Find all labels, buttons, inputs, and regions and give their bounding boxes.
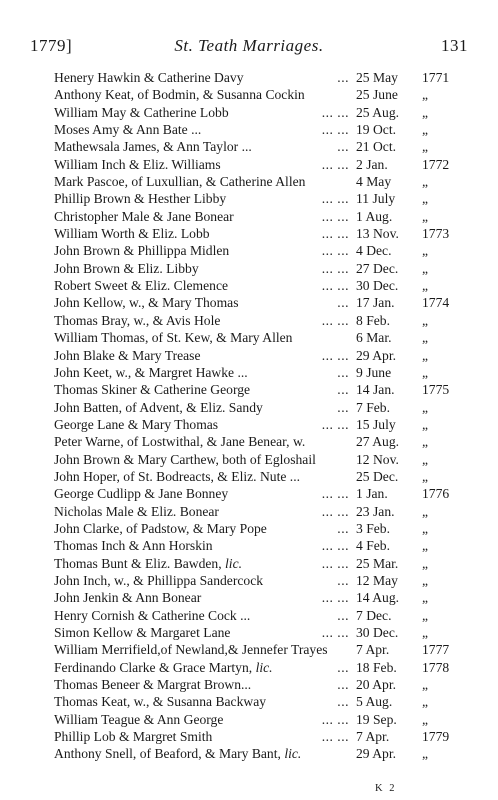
entry-year: „ <box>422 208 429 224</box>
entry-year: „ <box>422 278 429 294</box>
entry-year: „ <box>422 139 429 155</box>
entry-names: John Batten, of Advent, & Eliz. Sandy <box>54 399 263 415</box>
entry-date: 4 May <box>356 174 392 190</box>
list-item <box>54 138 474 155</box>
dot-leader: ... <box>337 364 349 380</box>
list-item <box>54 520 474 537</box>
entry-names: Mathewsala James, & Ann Taylor ... <box>54 139 252 155</box>
entry-names: Nicholas Male & Eliz. Bonear <box>54 503 219 519</box>
dot-leader: ... ... <box>321 625 349 640</box>
entry-date: 11 July <box>356 191 396 207</box>
dot-leader: ... ... <box>321 486 349 502</box>
dot-leader: ... <box>337 677 349 693</box>
entry-year: 1779 <box>422 729 450 745</box>
list-item <box>54 711 474 728</box>
entry-date: 5 Aug. <box>356 694 393 710</box>
entry-date: 12 May <box>356 572 398 588</box>
entry-names: John Brown & Mary Carthew, both of Egloshail <box>54 451 316 467</box>
list-item <box>54 468 474 485</box>
entry-names: William Merrifield,of Newland,& Jennefer Trayes <box>54 642 328 658</box>
entry-year: „ <box>422 711 429 727</box>
entry-year: 1775 <box>422 382 450 398</box>
list-item <box>54 208 474 225</box>
entry-names: Anthony Snell, of Beaford, & Mary Bant, lic. <box>54 746 302 762</box>
entry-names: Christopher Male & Jane Bonear <box>54 208 234 224</box>
list-item <box>54 485 474 502</box>
list-item <box>54 624 474 641</box>
list-item <box>54 277 474 294</box>
entry-names: John Brown & Phillippa Midlen <box>54 243 230 259</box>
list-item <box>54 555 474 572</box>
entry-year: „ <box>422 677 429 693</box>
list-item <box>54 242 474 259</box>
entry-date: 27 Aug. <box>356 434 400 450</box>
list-item <box>54 607 474 624</box>
entry-date: 21 Oct. <box>356 139 397 155</box>
entry-names: John Clarke, of Padstow, & Mary Pope <box>54 520 267 536</box>
licence-mark: lic. <box>284 746 302 762</box>
dot-leader: ... ... <box>321 226 349 242</box>
list-item <box>54 104 474 121</box>
dot-leader: ... ... <box>321 243 349 259</box>
entry-date: 25 Dec. <box>356 468 399 484</box>
entry-year: 1771 <box>422 70 450 85</box>
dot-leader: ... <box>337 399 349 415</box>
dot-leader: ... ... <box>321 538 349 554</box>
list-item <box>54 312 474 329</box>
entry-year: „ <box>422 625 429 640</box>
entry-names: Robert Sweet & Eliz. Clemence <box>54 278 229 294</box>
entry-names: William May & Catherine Lobb <box>54 104 229 120</box>
entry-year: „ <box>422 520 429 536</box>
licence-mark: lic. <box>225 555 243 571</box>
entry-names: Thomas Skiner & Catherine George <box>54 382 251 398</box>
entry-names: Henery Hawkin & Catherine Davy <box>54 70 244 85</box>
entry-year: 1773 <box>422 226 450 242</box>
entry-names: John Kellow, w., & Mary Thomas <box>54 295 239 311</box>
entry-year: „ <box>422 312 429 328</box>
dot-leader: ... <box>337 659 349 675</box>
entry-date: 18 Feb. <box>356 659 397 675</box>
header-year: 1779] <box>30 36 73 55</box>
list-item <box>54 294 474 311</box>
entry-date: 1 Jan. <box>356 486 388 502</box>
list-item <box>54 589 474 606</box>
dot-leader: ... ... <box>321 156 349 172</box>
dot-leader: ... <box>337 572 349 588</box>
entry-year: „ <box>422 104 429 120</box>
entry-year: „ <box>422 503 429 519</box>
entry-date: 13 Nov. <box>356 226 399 242</box>
page-title: St. Teath Marriages. <box>174 36 324 55</box>
list-item <box>54 225 474 242</box>
dot-leader: ... ... <box>321 312 349 328</box>
entry-year: „ <box>422 451 429 467</box>
entry-date: 7 Apr. <box>356 729 390 745</box>
entry-year: „ <box>422 191 429 207</box>
dot-leader: ... ... <box>321 122 349 138</box>
list-item <box>54 69 474 86</box>
dot-leader: ... ... <box>321 104 349 120</box>
entry-date: 2 Jan. <box>356 156 388 172</box>
entry-year: „ <box>422 330 429 346</box>
entry-names: John Inch, w., & Phillippa Sandercock <box>54 572 264 588</box>
list-item <box>54 451 474 468</box>
list-item <box>54 156 474 173</box>
list-item <box>54 173 474 190</box>
list-item <box>54 190 474 207</box>
dot-leader: ... ... <box>321 503 349 519</box>
entry-date: 4 Feb. <box>356 538 390 554</box>
dot-leader: ... ... <box>321 711 349 727</box>
entry-date: 17 Jan. <box>356 295 395 311</box>
entry-date: 6 Mar. <box>356 330 392 346</box>
entry-date: 30 Dec. <box>356 278 399 294</box>
dot-leader: ... <box>337 70 349 85</box>
entry-date: 7 Feb. <box>356 399 390 415</box>
dot-leader: ... <box>337 607 349 623</box>
entry-names: Mark Pascoe, of Luxullian, & Catherine Allen <box>54 174 306 190</box>
list-item <box>54 416 474 433</box>
entry-date: 25 Aug. <box>356 104 400 120</box>
dot-leader: ... ... <box>321 729 349 745</box>
entry-names: William Thomas, of St. Kew, & Mary Allen <box>54 330 293 346</box>
entry-year: „ <box>422 746 429 762</box>
entry-date: 20 Apr. <box>356 677 397 693</box>
entry-year: „ <box>422 87 429 103</box>
list-item <box>54 676 474 693</box>
dot-leader: ... ... <box>321 416 349 432</box>
marriage-list <box>54 69 474 763</box>
entry-names: John Keet, w., & Margret Hawke ... <box>54 364 248 380</box>
page-number: 131 <box>441 36 468 55</box>
entry-date: 8 Feb. <box>356 312 390 328</box>
entry-date: 9 June <box>356 364 392 380</box>
list-item <box>54 503 474 520</box>
list-item <box>54 728 474 745</box>
dot-leader: ... ... <box>321 191 349 207</box>
entry-year: 1777 <box>422 642 450 658</box>
dot-leader: ... ... <box>321 208 349 224</box>
entry-year: „ <box>422 174 429 190</box>
entry-names: William Teague & Ann George <box>54 711 224 727</box>
entry-names: Thomas Keat, w., & Susanna Backway <box>54 694 267 710</box>
dot-leader: ... <box>337 139 349 155</box>
entry-year: „ <box>422 243 429 259</box>
entry-names: Moses Amy & Ann Bate ... <box>54 122 202 138</box>
licence-mark: lic. <box>255 659 273 675</box>
entry-date: 15 July <box>356 416 396 432</box>
entry-year: „ <box>422 122 429 138</box>
list-item <box>54 347 474 364</box>
list-item <box>54 121 474 138</box>
dot-leader: ... <box>337 520 349 536</box>
list-item <box>54 659 474 676</box>
list-item <box>54 641 474 658</box>
signature-mark: K 2 <box>375 783 397 794</box>
dot-leader: ... ... <box>321 260 349 276</box>
entry-date: 25 Mar. <box>356 555 399 571</box>
list-item <box>54 329 474 346</box>
list-item <box>54 572 474 589</box>
list-item <box>54 433 474 450</box>
entry-year: 1776 <box>422 486 450 502</box>
entry-names: John Jenkin & Ann Bonear <box>54 590 202 606</box>
entry-date: 3 Feb. <box>356 520 390 536</box>
dot-leader: ... ... <box>321 555 349 571</box>
entry-names: Peter Warne, of Lostwithal, & Jane Benear, w. <box>54 434 306 450</box>
dot-leader: ... ... <box>321 278 349 294</box>
entry-names: John Brown & Eliz. Libby <box>54 260 199 276</box>
list-item <box>54 745 474 762</box>
entry-names: William Worth & Eliz. Lobb <box>54 226 210 242</box>
entry-year: „ <box>422 399 429 415</box>
dot-leader: ... <box>337 694 349 710</box>
entry-date: 19 Sep. <box>356 711 397 727</box>
entry-names: Anthony Keat, of Bodmin, & Susanna Cockin <box>54 87 305 103</box>
entry-year: 1774 <box>422 295 450 311</box>
entry-year: 1778 <box>422 659 450 675</box>
list-item <box>54 260 474 277</box>
entry-names: Thomas Bray, w., & Avis Hole <box>54 312 221 328</box>
list-item <box>54 399 474 416</box>
entry-names: Phillip Brown & Hesther Libby <box>54 191 227 207</box>
entry-year: „ <box>422 538 429 554</box>
entry-names: Ferdinando Clarke & Grace Martyn, lic. <box>54 659 273 675</box>
entry-year: „ <box>422 572 429 588</box>
entry-date: 25 May <box>356 70 398 85</box>
entry-names: Phillip Lob & Margret Smith <box>54 729 213 745</box>
list-item <box>54 381 474 398</box>
entry-names: Thomas Beneer & Margrat Brown... <box>54 677 252 693</box>
entry-year: „ <box>422 694 429 710</box>
entry-date: 7 Apr. <box>356 642 390 658</box>
entry-year: „ <box>422 347 429 363</box>
entry-year: „ <box>422 607 429 623</box>
entry-year: „ <box>422 555 429 571</box>
entry-date: 14 Aug. <box>356 590 400 606</box>
entry-names: Henry Cornish & Catherine Cock ... <box>54 607 251 623</box>
list-item <box>54 537 474 554</box>
entry-date: 12 Nov. <box>356 451 399 467</box>
entry-names: Simon Kellow & Margaret Lane <box>54 625 231 640</box>
entry-date: 19 Oct. <box>356 122 397 138</box>
entry-names: John Hoper, of St. Bodreacts, & Eliz. Nute ... <box>54 468 300 484</box>
entry-year: „ <box>422 590 429 606</box>
dot-leader: ... ... <box>321 590 349 606</box>
entry-date: 1 Aug. <box>356 208 393 224</box>
entry-date: 30 Dec. <box>356 625 399 640</box>
list-item <box>54 86 474 103</box>
entry-year: „ <box>422 364 429 380</box>
entry-date: 7 Dec. <box>356 607 392 623</box>
entry-names: George Cudlipp & Jane Bonney <box>54 486 229 502</box>
list-item <box>54 693 474 710</box>
entry-year: „ <box>422 468 429 484</box>
entry-year: „ <box>422 416 429 432</box>
entry-date: 29 Apr. <box>356 347 397 363</box>
dot-leader: ... <box>337 295 349 311</box>
entry-date: 14 Jan. <box>356 382 395 398</box>
entry-year: 1772 <box>422 156 450 172</box>
entry-names: Thomas Inch & Ann Horskin <box>54 538 213 554</box>
entry-date: 27 Dec. <box>356 260 399 276</box>
dot-leader: ... ... <box>321 347 349 363</box>
entry-names: Thomas Bunt & Eliz. Bawden, lic. <box>54 555 243 571</box>
entry-names: John Blake & Mary Trease <box>54 347 201 363</box>
entry-date: 29 Apr. <box>356 746 397 762</box>
entry-date: 23 Jan. <box>356 503 395 519</box>
entry-names: George Lane & Mary Thomas <box>54 416 219 432</box>
dot-leader: ... <box>337 382 349 398</box>
list-item <box>54 364 474 381</box>
entry-names: William Inch & Eliz. Williams <box>54 156 221 172</box>
page-header <box>30 36 468 60</box>
entry-year: „ <box>422 260 429 276</box>
entry-date: 25 June <box>356 87 398 103</box>
entry-date: 4 Dec. <box>356 243 392 259</box>
entry-year: „ <box>422 434 429 450</box>
